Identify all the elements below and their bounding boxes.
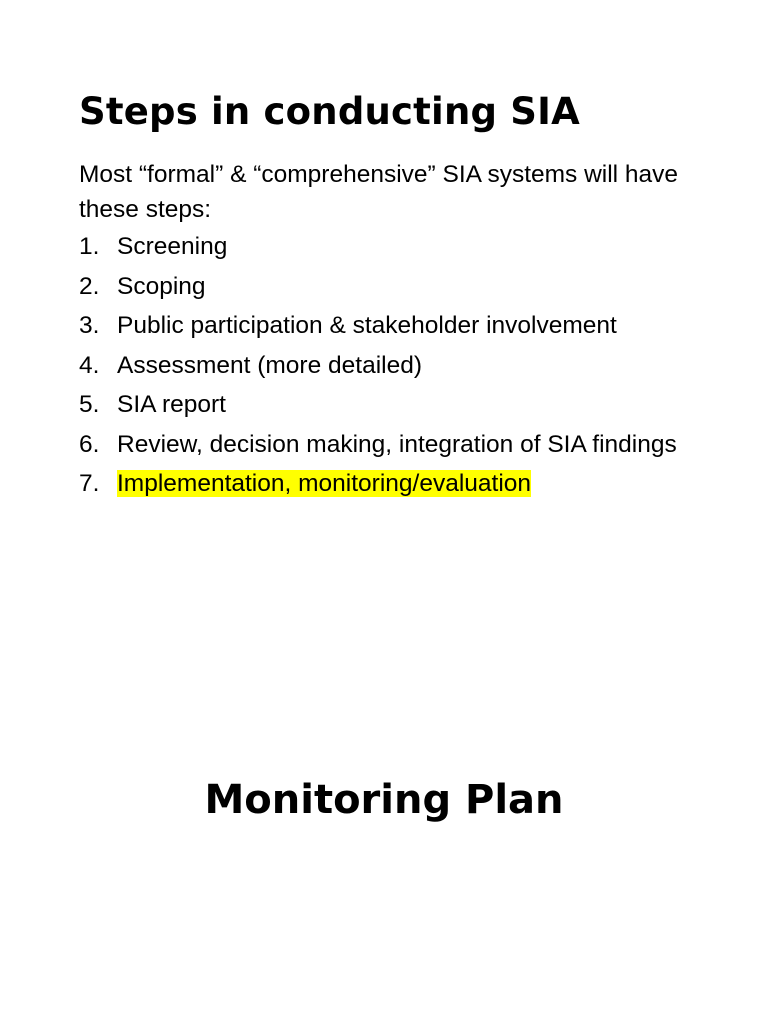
step-text: Review, decision making, integration of SIA findings <box>117 430 677 458</box>
highlighted-step-text: Implementation, monitoring/evaluation <box>117 470 532 497</box>
step-text: SIA report <box>117 391 226 418</box>
list-item <box>79 468 719 499</box>
step-text: Assessment (more detailed) <box>117 351 423 379</box>
step-text: Public participation & stakeholder involvement <box>117 312 617 339</box>
list-item <box>79 310 719 341</box>
intro-paragraph: Most “formal” & “comprehensive” SIA systems will have these steps: <box>79 161 679 223</box>
step-text: Screening <box>117 233 228 260</box>
page-title: Steps in conducting SIA <box>79 90 580 133</box>
list-item <box>79 271 719 302</box>
step-number: 7. <box>79 470 100 497</box>
step-number: 2. <box>79 272 100 300</box>
list-item <box>79 350 719 381</box>
step-number: 3. <box>79 312 100 339</box>
list-item <box>79 231 719 262</box>
step-text: Scoping <box>117 272 206 300</box>
step-number: 6. <box>79 430 100 458</box>
step-number: 5. <box>79 391 100 418</box>
section-heading: Monitoring Plan <box>204 777 564 823</box>
list-item <box>79 429 719 460</box>
step-number: 1. <box>79 233 100 260</box>
list-item <box>79 389 719 420</box>
step-number: 4. <box>79 351 100 379</box>
steps-list <box>79 231 719 508</box>
